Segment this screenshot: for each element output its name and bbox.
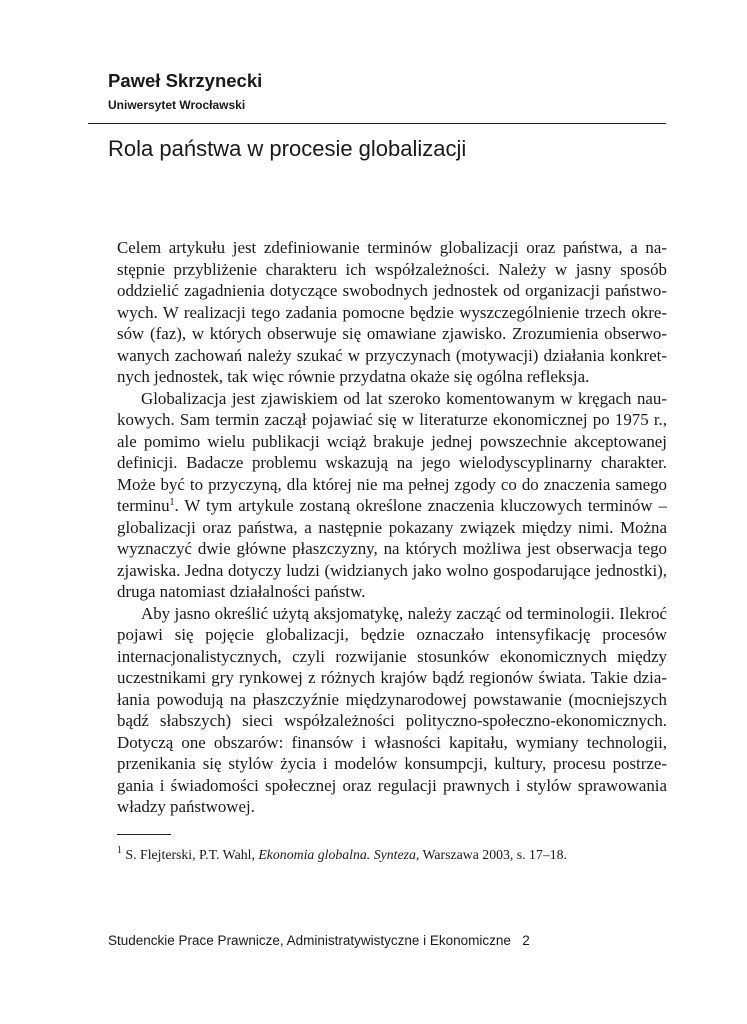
footnote [117, 847, 567, 863]
page-footer [108, 933, 530, 948]
article-title: Rola państwa w procesie globalizacji [108, 136, 467, 161]
article-body [117, 237, 667, 818]
footnote-reference[interactable]: 1 [169, 497, 175, 508]
footnote-rule [117, 834, 171, 835]
footnote-authors: S. Flejterski, P.T. Wahl, [122, 847, 259, 862]
header-rule [88, 123, 666, 124]
paragraph-3: Aby jasno określić użytą aksjomatykę, należy zacząć od terminologii. Ilekroć pojawi się pojęcie globalizacji, będzie oznaczało intensyfikację procesów internacjonalistycznych, czyli rozwijanie stosunków ekonomicznych między uczestnikami gry rynkowej z różnych krajów bądź regionów świata. Takie działania powodują na płaszczyźnie międzynarodowej powstawanie (mocniejszych bądź słabszych) sieci współzależności polityczno-społeczno-ekonomicznych. Dotyczą one obszarów: finansów i własności kapitału, wymiany technologii, przenikania się stylów życia i modelów konsumpcji, kultury, procesu postrzegania i świadomości społecznej oraz regulacji prawnych i stylów sprawowania władzy państwowej. [117, 603, 667, 816]
author-affiliation: Uniwersytet Wrocławski [108, 98, 246, 112]
journal-name: Studenckie Prace Prawnicze, Administratywistyczne i Ekonomiczne [108, 933, 511, 948]
paragraph-1: Celem artykułu jest zdefiniowanie terminów globalizacji oraz państwa, a następnie przybliżenie charakteru ich współzależności. Należy w jasny sposób oddzielić zagadnienia dotyczące swobodnych jednostek od organizacji państwowych. W realizacji tego zadania pomocne będzie wyszczególnienie trzech okresów (faz), w których obserwuje się omawiane zjawisko. Zrozumienia obserwowanych zachowań należy szukać w przyczynach (motywacji) działania konkretnych jednostek, tak więc równie przydatna okaże się ogólna refleksja. [117, 238, 667, 386]
paragraph-2-text: Globalizacja jest zjawiskiem od lat szeroko komentowanym w kręgach naukowych. Sam termin zaczął pojawiać się w literaturze ekonomicznej po 1975 r., ale pomimo wielu publikacji wciąż brakuje jednej powszechnie akceptowanej definicji. Badacze problemu wskazują na jego wielodyscyplinarny charakter. Może być to przyczyną, dla której nie ma pełnej zgody co do znaczenia samego terminu [117, 388, 667, 515]
footnote-mark: 1 [117, 845, 122, 856]
footnote-details: , Warszawa 2003, s. 17–18. [415, 847, 567, 862]
page-number: 2 [522, 933, 530, 948]
paragraph-2 [117, 388, 667, 603]
author-name: Paweł Skrzynecki [108, 70, 263, 91]
paragraph-2-text-continued: . W tym artykule zostaną określone znaczenia kluczowych terminów – globalizacji oraz państwa, a następnie pokazany związek między nimi. Można wyznaczyć dwie główne płaszczyzny, na których możliwa jest obserwacja tego zjawiska. Jedna dotyczy ludzi (widzianych jako wolno gospodarujące jednostki), druga natomiast działalności państw. [117, 496, 667, 601]
footnote-work-title: Ekonomia globalna. Synteza [258, 847, 416, 862]
